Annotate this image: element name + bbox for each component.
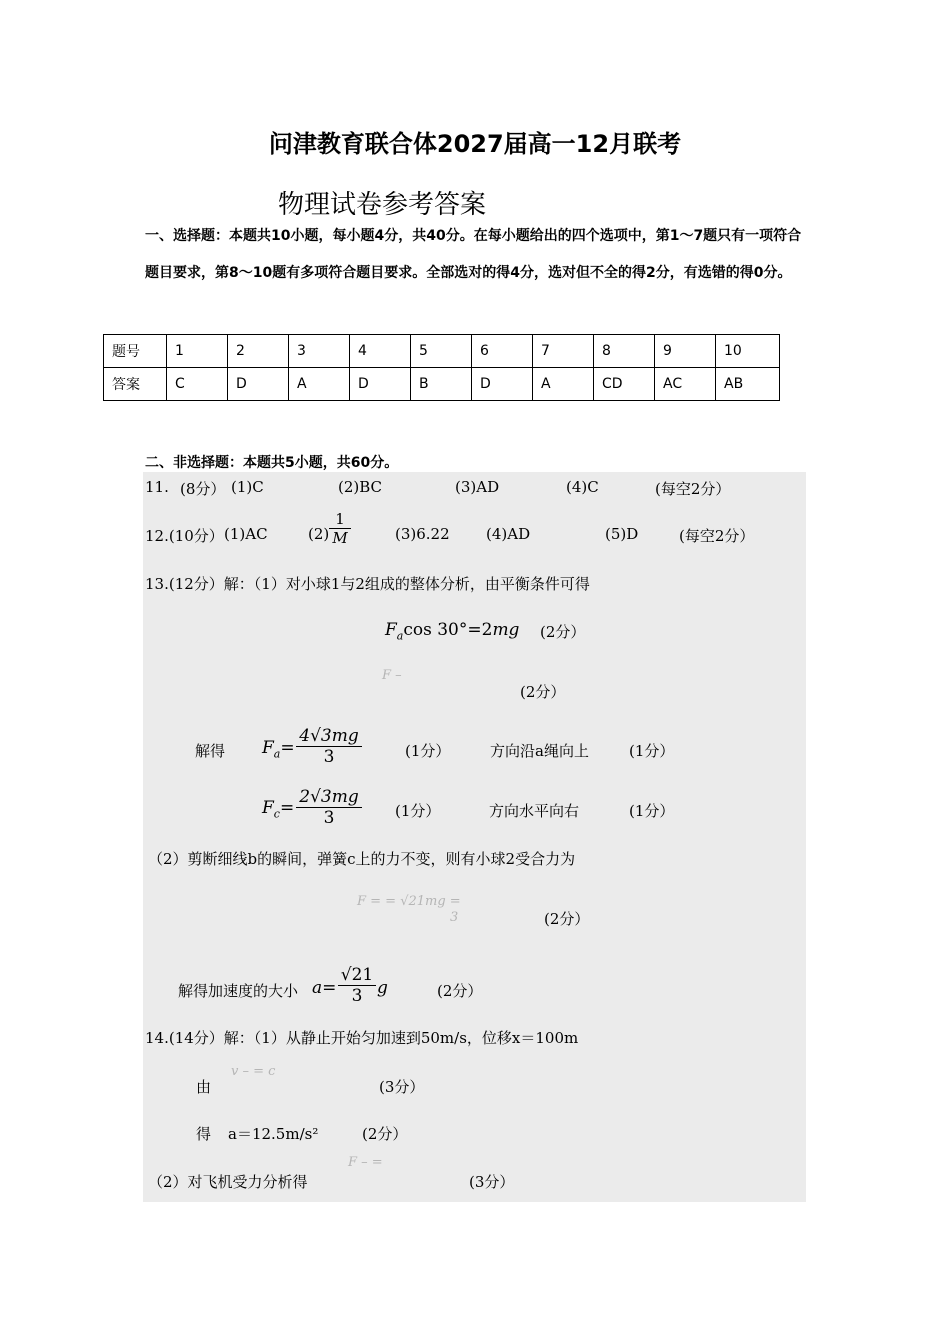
q13-equation-2-faint: F – [382, 668, 402, 683]
section2-heading: 二、非选择题：本题共5小题，共60分。 [145, 455, 399, 471]
table-cell: 6 [472, 335, 533, 368]
q12-fraction [329, 510, 351, 547]
q13-fa-direction: 方向沿a绳向上 [490, 742, 589, 760]
q13-acceleration-score: (2分） [437, 982, 483, 1000]
equation-mg: mg [492, 620, 520, 640]
q13-acceleration-g: g [377, 978, 388, 998]
fraction-denominator: M [332, 529, 348, 547]
q13-fa-fraction [296, 726, 362, 767]
force-symbol: F [262, 798, 274, 818]
q13-fa-direction-score: (1分） [629, 742, 675, 760]
q13-acceleration-label: 解得加速度的大小 [178, 982, 299, 1000]
fraction-numerator: 2√3mg [296, 787, 362, 808]
page-title: 问津教育联合体2027届高一12月联考 [268, 130, 682, 158]
q14-intro: 14.(14分）解：（1）从静止开始匀加速到50m/s，位移x＝100m [145, 1029, 579, 1047]
table-cell: D [472, 368, 533, 401]
row-header: 题号 [104, 335, 167, 368]
q13-acceleration-lhs [312, 978, 336, 998]
table-cell: AB [716, 368, 780, 401]
q11-score: (8分） [180, 480, 226, 498]
q12-label: 12.(10分） [145, 527, 224, 545]
table-cell: C [167, 368, 228, 401]
table-cell: B [411, 368, 472, 401]
equals-sign: = [279, 798, 295, 818]
row-header: 答案 [104, 368, 167, 401]
table-cell: 2 [228, 335, 289, 368]
q13-solve-label: 解得 [195, 742, 226, 760]
fraction-denominator: 3 [323, 747, 335, 767]
q13-intro: 13.(12分）解：（1）对小球1与2组成的整体分析，由平衡条件可得 [145, 575, 590, 593]
q13-acceleration-fraction [338, 965, 376, 1006]
q13-fa-lhs [262, 738, 295, 760]
table-cell: 1 [167, 335, 228, 368]
table-cell: A [533, 368, 594, 401]
q11-answer-3: (3)AD [455, 478, 500, 496]
q13-part-2: （2）剪断细线b的瞬间，弹簧c上的力不变，则有小球2受合力为 [148, 850, 576, 868]
table-cell: 9 [655, 335, 716, 368]
q14-result-score: (2分） [362, 1125, 408, 1143]
q13-fa-score: (1分） [405, 742, 451, 760]
q14-get-label: 得 [196, 1125, 212, 1143]
acceleration-symbol: a [312, 978, 323, 998]
q14-result: a＝12.5m/s² [228, 1125, 319, 1143]
table-cell: D [350, 368, 411, 401]
table-cell: 3 [289, 335, 350, 368]
table-cell: CD [594, 368, 655, 401]
page-subtitle: 物理试卷参考答案 [278, 190, 487, 220]
q11-answer-1: (1)C [231, 478, 264, 496]
q12-note: (每空2分） [679, 527, 755, 545]
q11-answer-4: (4)C [566, 478, 599, 496]
table-row-numbers [104, 335, 780, 368]
equals-sign: = [280, 738, 295, 758]
q13-equation-1 [385, 620, 519, 642]
q14-equation-2-faint: F – = [348, 1155, 383, 1170]
table-cell: 10 [716, 335, 780, 368]
table-cell: 8 [594, 335, 655, 368]
table-cell: 4 [350, 335, 411, 368]
force-symbol: F [262, 738, 274, 758]
q13-equation-3-denominator: 3 [450, 910, 459, 925]
fraction-numerator: √21 [338, 965, 376, 986]
q12-answer-5: (5)D [605, 525, 639, 543]
force-symbol: F [385, 620, 397, 640]
force-subscript: a [273, 747, 281, 761]
q13-fc-fraction [296, 787, 362, 828]
q14-by-label: 由 [196, 1078, 212, 1096]
table-cell: 7 [533, 335, 594, 368]
q14-equation-1-faint: v – = c [231, 1064, 276, 1079]
q12-answer-2-prefix: (2) [308, 525, 330, 543]
answer-table [103, 334, 780, 401]
q13-equation-3-faint: F = = √21mg = [357, 894, 461, 909]
q11-note: (每空2分） [655, 480, 731, 498]
q11-answer-2: (2)BC [338, 478, 383, 496]
equals-sign: = [322, 978, 337, 998]
fraction-numerator: 1 [329, 510, 351, 529]
table-cell: 5 [411, 335, 472, 368]
q13-fc-score: (1分） [395, 802, 441, 820]
q14-equation-2-score: (3分） [469, 1173, 515, 1191]
table-cell: D [228, 368, 289, 401]
q11-label: 11. [145, 478, 169, 496]
force-subscript: a [396, 629, 404, 643]
table-cell: A [289, 368, 350, 401]
q13-fc-lhs [262, 798, 294, 820]
q13-fc-direction-score: (1分） [629, 802, 675, 820]
q12-answer-1: (1)AC [224, 525, 268, 543]
q13-equation-2-score: (2分） [520, 683, 566, 701]
q14-part-2: （2）对飞机受力分析得 [148, 1173, 308, 1191]
q12-answer-3: (3)6.22 [395, 525, 450, 543]
q13-equation-3-score: (2分） [544, 910, 590, 928]
fraction-numerator: 4√3mg [296, 726, 362, 747]
q13-fc-direction: 方向水平向右 [489, 802, 580, 820]
force-subscript: c [273, 807, 280, 821]
equation-text: cos 30°=2 [403, 620, 493, 640]
q12-answer-4: (4)AD [486, 525, 531, 543]
q13-equation-1-score: (2分） [540, 623, 586, 641]
table-row-answers [104, 368, 780, 401]
table-cell: AC [655, 368, 716, 401]
fraction-denominator: 3 [323, 808, 335, 828]
section1-instructions: 一、选择题：本题共10小题，每小题4分，共40分。在每小题给出的四个选项中，第1～7题只有一项符合题目要求，第8～10题有多项符合题目要求。全部选对的得4分，选对但不全的得2分，有选错的得0分。 [145, 228, 802, 281]
fraction-denominator: 3 [351, 986, 363, 1006]
q14-equation-1-score: (3分） [379, 1078, 425, 1096]
